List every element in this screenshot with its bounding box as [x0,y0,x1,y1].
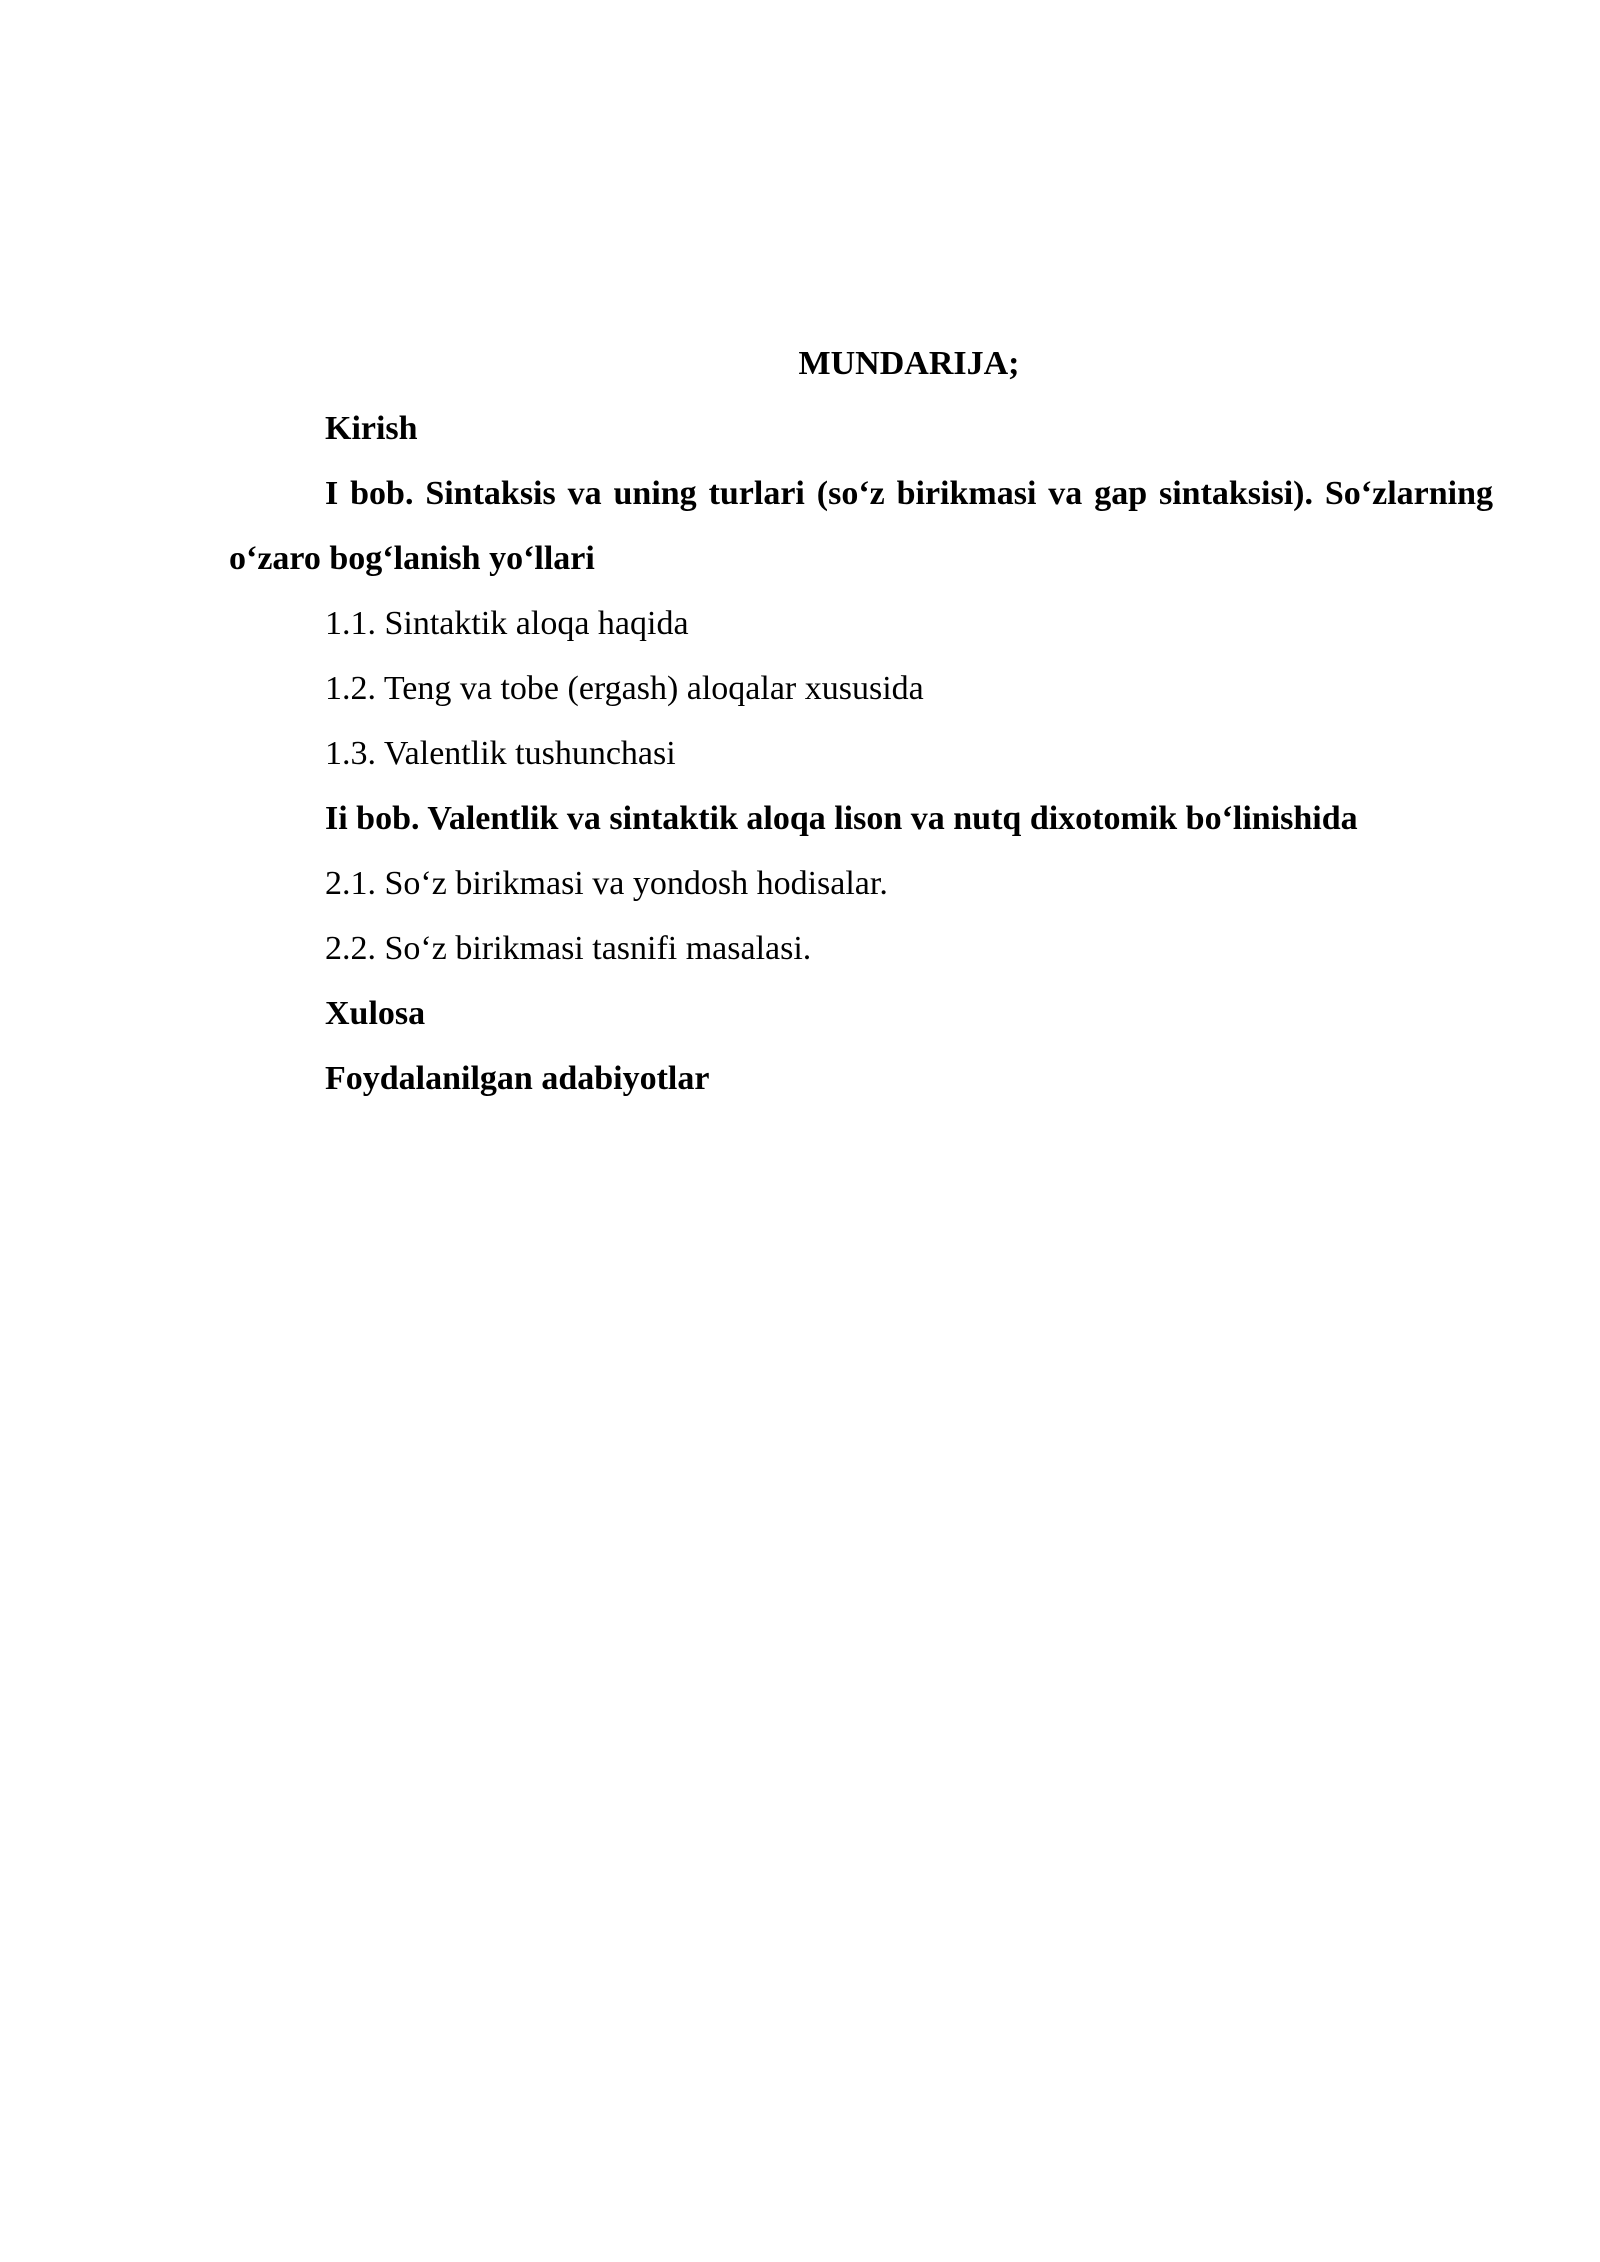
toc-entry-chapter-1: I bob. Sintaksis va uning turlari (so‘z birikmasi va gap sintaksisi). So‘zlarning o‘zaro bog‘lanish yo‘llari [229,475,1493,577]
toc-entry-section-2-2: 2.2. So‘z birikmasi tasnifi masalasi. [325,930,812,967]
toc-entry-section-1-1: 1.1. Sintaktik aloqa haqida [325,605,689,642]
toc-entry-chapter-2: Ii bob. Valentlik va sintaktik aloqa lison va nutq dixotomik bo‘linishida [325,800,1358,837]
toc-title: MUNDARIJA; [798,345,1020,382]
toc-entry-conclusion: Xulosa [325,995,426,1032]
toc-entry-section-1-2: 1.2. Teng va tobe (ergash) aloqalar xususida [325,670,924,707]
toc-entry-section-2-1: 2.1. So‘z birikmasi va yondosh hodisalar. [325,865,888,902]
toc-entry-references: Foydalanilgan adabiyotlar [325,1060,710,1097]
toc-entry-introduction: Kirish [325,410,418,447]
toc-entry-section-1-3: 1.3. Valentlik tushunchasi [325,735,676,772]
table-of-contents [229,331,1493,1111]
